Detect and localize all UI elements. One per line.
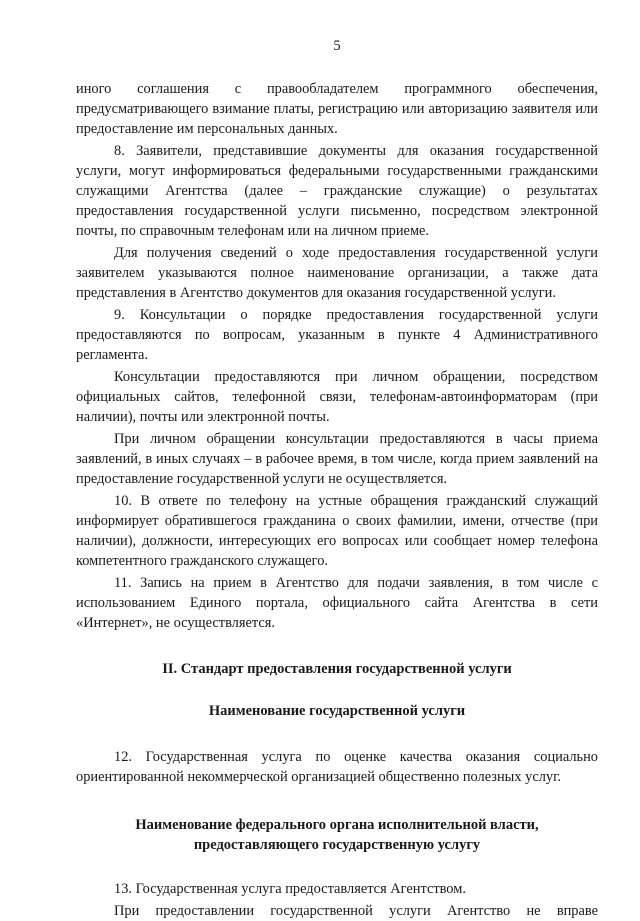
page-number: 5 xyxy=(333,38,341,54)
paragraph-12: 12. Государственная услуга по оценке качества оказания социально ориентированной некоммерческой организацией общественно полезных услуг. xyxy=(76,749,598,785)
paragraph-8: 8. Заявители, представившие документы для оказания государственной услуги, могут информироваться федеральными государственными гражданскими служащими Агентства (далее – гражданские служащие) о результатах предоставления государственной услуги письменно, посредством электронной почты, по справочным телефонам или на личном приеме. xyxy=(76,143,598,239)
subheading-service-name: Наименование государственной услуги xyxy=(208,703,466,719)
paragraph-last: При предоставлении государственной услуги Агентство не вправе xyxy=(114,903,598,919)
subheading-organ-line2: предоставляющего государственную услугу xyxy=(193,837,481,853)
paragraph-11: 11. Запись на прием в Агентство для подачи заявления, в том числе с использованием Единого портала, официального сайта Агентства в сети «Интернет», не осуществляется. xyxy=(76,575,598,631)
top-paragraphs xyxy=(76,79,598,633)
paragraph-continuation: иного соглашения с правообладателем программного обеспечения, предусматривающего взимание платы, регистрацию или авторизацию заявителя или предоставление им персональных данных. xyxy=(76,81,598,137)
paragraph-8-info: Для получения сведений о ходе предоставления государственной услуги заявителем указываются полное наименование организации, а также дата представления в Агентство документов для оказания государственной услуги. xyxy=(76,245,598,301)
subheading-organ xyxy=(76,815,598,855)
paragraph-13: 13. Государственная услуга предоставляется Агентством. xyxy=(114,881,466,897)
paragraph-9-personal: При личном обращении консультации предоставляются в часы приема заявлений, в иных случаях – в рабочее время, в том числе, когда прием заявлений на предоставление государственной услуги не осуществляется. xyxy=(76,431,598,487)
paragraph-10: 10. В ответе по телефону на устные обращения гражданский служащий информирует обратившегося гражданина о своих фамилии, имени, отчестве (при наличии), должности, интересующих его вопросах или сообщает номер телефона компетентного гражданского служащего. xyxy=(76,493,598,569)
section-heading-standard: II. Стандарт предоставления государственной услуги xyxy=(162,661,512,677)
paragraph-9: 9. Консультации о порядке предоставления государственной услуги предоставляются по вопросам, указанным в пункте 4 Административного регламента. xyxy=(76,307,598,363)
paragraph-9-channels: Консультации предоставляются при личном обращении, посредством официальных сайтов, телефонной связи, телефонам-автоинформаторам (при наличии), почты или электронной почты. xyxy=(76,369,598,425)
subheading-organ-line1: Наименование федерального органа исполнительной власти, xyxy=(135,817,539,833)
